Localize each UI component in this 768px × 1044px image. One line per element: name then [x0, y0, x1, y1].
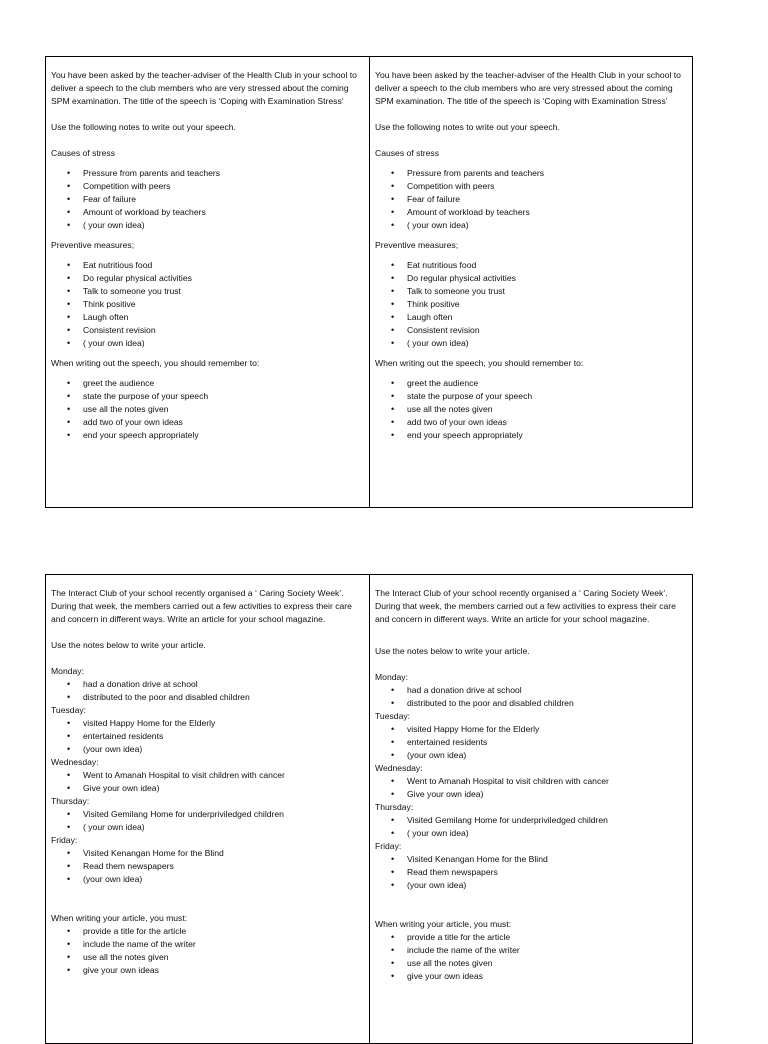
list-item: • use all the notes given — [375, 403, 687, 416]
list-item: • ( your own idea) — [375, 337, 687, 350]
list-item: • Give your own idea) — [51, 782, 364, 795]
list-item: • provide a title for the article — [375, 931, 687, 944]
list-item: • Talk to someone you trust — [375, 285, 687, 298]
spacer — [51, 626, 364, 639]
list-item: • Went to Amanah Hospital to visit children with cancer — [51, 769, 364, 782]
section-heading: Preventive measures; — [375, 240, 459, 250]
list-item: • include the name of the writer — [51, 938, 364, 951]
day-heading: Thursday: — [51, 796, 90, 806]
list-item: • Do regular physical activities — [375, 272, 687, 285]
day-activity-list — [375, 684, 687, 710]
list-item: • visited Happy Home for the Elderly — [375, 723, 687, 736]
remember-list — [51, 377, 364, 442]
day-activity-list — [51, 717, 364, 756]
spacer — [51, 134, 364, 147]
list-item: • (your own idea) — [51, 873, 364, 886]
list-item: • Pressure from parents and teachers — [51, 167, 364, 180]
list-item: • had a donation drive at school — [51, 678, 364, 691]
task-intro: You have been asked by the teacher-adviser of the Health Club in your school to deliver a speech to the club members who are very stressed about the coming SPM examination. The title of the speech is ‘Coping with Examination Stress’ — [51, 70, 357, 106]
list-item: • Went to Amanah Hospital to visit children with cancer — [375, 775, 687, 788]
day-activity-list — [51, 678, 364, 704]
list-item: • Fear of failure — [375, 193, 687, 206]
list-item: • ( your own idea) — [375, 219, 687, 232]
list-item: • Give your own idea) — [375, 788, 687, 801]
list-item: • give your own ideas — [375, 970, 687, 983]
list-item: • provide a title for the article — [51, 925, 364, 938]
spacer — [375, 108, 687, 121]
day-activity-list — [375, 775, 687, 801]
list-item: • greet the audience — [375, 377, 687, 390]
list-item: • ( your own idea) — [51, 821, 364, 834]
day-heading: Tuesday: — [375, 711, 411, 721]
day-heading: Wednesday: — [51, 757, 99, 767]
spacer — [375, 134, 687, 147]
article-task-right — [369, 575, 692, 1043]
list-item: • Laugh often — [375, 311, 687, 324]
list-item: • greet the audience — [51, 377, 364, 390]
day-heading: Monday: — [375, 672, 408, 682]
list-item: • use all the notes given — [51, 403, 364, 416]
list-item: • Pressure from parents and teachers — [375, 167, 687, 180]
list-item: • state the purpose of your speech — [51, 390, 364, 403]
section-heading: Preventive measures; — [51, 240, 135, 250]
list-item: • state the purpose of your speech — [375, 390, 687, 403]
task-instruction: Use the following notes to write out your speech. — [51, 122, 236, 132]
list-item: • Read them newspapers — [375, 866, 687, 879]
list-item: • Consistent revision — [375, 324, 687, 337]
list-item: • Eat nutritious food — [51, 259, 364, 272]
list-item: • Competition with peers — [51, 180, 364, 193]
spacer — [375, 905, 687, 918]
remember-list — [375, 377, 687, 442]
list-item: • Visited Kenangan Home for the Blind — [51, 847, 364, 860]
list-item: • entertained residents — [51, 730, 364, 743]
list-item: • add two of your own ideas — [375, 416, 687, 429]
spacer — [51, 886, 364, 899]
task-intro: The Interact Club of your school recently organised a ‘ Caring Society Week’. During that week, the members carried out a few activities to express their care and concern in different ways. Write an article for your school magazine. — [51, 588, 352, 624]
task-instruction: Use the following notes to write out your speech. — [375, 122, 560, 132]
list-item: • use all the notes given — [375, 957, 687, 970]
list-item: • Visited Kenangan Home for the Blind — [375, 853, 687, 866]
list-item: • ( your own idea) — [51, 337, 364, 350]
day-heading: Thursday: — [375, 802, 414, 812]
article-task-table — [45, 574, 693, 1044]
list-item: • give your own ideas — [51, 964, 364, 977]
list-item: • ( your own idea) — [375, 827, 687, 840]
section-heading: When writing out the speech, you should remember to: — [375, 358, 584, 368]
spacer — [51, 652, 364, 665]
day-heading: Monday: — [51, 666, 84, 676]
must-list — [375, 931, 687, 983]
section-heading: When writing your article, you must: — [375, 919, 512, 929]
list-item: • distributed to the poor and disabled children — [51, 691, 364, 704]
list-item: • (your own idea) — [375, 879, 687, 892]
causes-list — [51, 167, 364, 232]
must-list — [51, 925, 364, 977]
measures-list — [375, 259, 687, 350]
list-item: • Do regular physical activities — [51, 272, 364, 285]
spacer — [375, 626, 687, 639]
list-item: • Consistent revision — [51, 324, 364, 337]
section-heading: When writing out the speech, you should remember to: — [51, 358, 260, 368]
section-heading: Causes of stress — [375, 148, 439, 158]
list-item: • Competition with peers — [375, 180, 687, 193]
list-item: • Visited Gemilang Home for underpriviledged children — [51, 808, 364, 821]
list-item: • ( your own idea) — [51, 219, 364, 232]
spacer — [51, 108, 364, 121]
spacer — [375, 892, 687, 905]
speech-task-right — [369, 57, 692, 507]
day-activity-list — [51, 847, 364, 886]
task-instruction: Use the notes below to write your article. — [51, 640, 206, 650]
list-item: • add two of your own ideas — [51, 416, 364, 429]
spacer — [375, 658, 687, 671]
task-instruction: Use the notes below to write your article. — [375, 646, 530, 656]
task-intro: You have been asked by the teacher-adviser of the Health Club in your school to deliver a speech to the club members who are very stressed about the coming SPM examination. The title of the speech is ‘Coping with Examination Stress’ — [375, 70, 681, 106]
list-item: • visited Happy Home for the Elderly — [51, 717, 364, 730]
measures-list — [51, 259, 364, 350]
list-item: • Laugh often — [51, 311, 364, 324]
list-item: • Think positive — [51, 298, 364, 311]
list-item: • distributed to the poor and disabled children — [375, 697, 687, 710]
list-item: • Visited Gemilang Home for underpriviledged children — [375, 814, 687, 827]
list-item: • use all the notes given — [51, 951, 364, 964]
list-item: • (your own idea) — [51, 743, 364, 756]
list-item: • Amount of workload by teachers — [51, 206, 364, 219]
list-item: • Eat nutritious food — [375, 259, 687, 272]
spacer — [51, 899, 364, 912]
day-activity-list — [375, 814, 687, 840]
day-heading: Friday: — [375, 841, 402, 851]
list-item: • end your speech appropriately — [51, 429, 364, 442]
list-item: • entertained residents — [375, 736, 687, 749]
day-heading: Tuesday: — [51, 705, 87, 715]
speech-task-table — [45, 56, 693, 508]
day-heading: Wednesday: — [375, 763, 423, 773]
list-item: • had a donation drive at school — [375, 684, 687, 697]
list-item: • end your speech appropriately — [375, 429, 687, 442]
list-item: • (your own idea) — [375, 749, 687, 762]
day-activity-list — [51, 808, 364, 834]
list-item: • Fear of failure — [51, 193, 364, 206]
causes-list — [375, 167, 687, 232]
day-activity-list — [375, 723, 687, 762]
section-heading: Causes of stress — [51, 148, 115, 158]
day-activity-list — [375, 853, 687, 892]
list-item: • Read them newspapers — [51, 860, 364, 873]
day-heading: Friday: — [51, 835, 78, 845]
day-activity-list — [51, 769, 364, 795]
article-task-left — [46, 575, 369, 1043]
list-item: • include the name of the writer — [375, 944, 687, 957]
task-intro: The Interact Club of your school recently organised a ‘ Caring Society Week’. During that week, the members carried out a few activities to express their care and concern in different ways. Write an article for your school magazine. — [375, 588, 676, 624]
speech-task-left — [46, 57, 369, 507]
list-item: • Talk to someone you trust — [51, 285, 364, 298]
section-heading: When writing your article, you must: — [51, 913, 188, 923]
list-item: • Amount of workload by teachers — [375, 206, 687, 219]
list-item: • Think positive — [375, 298, 687, 311]
